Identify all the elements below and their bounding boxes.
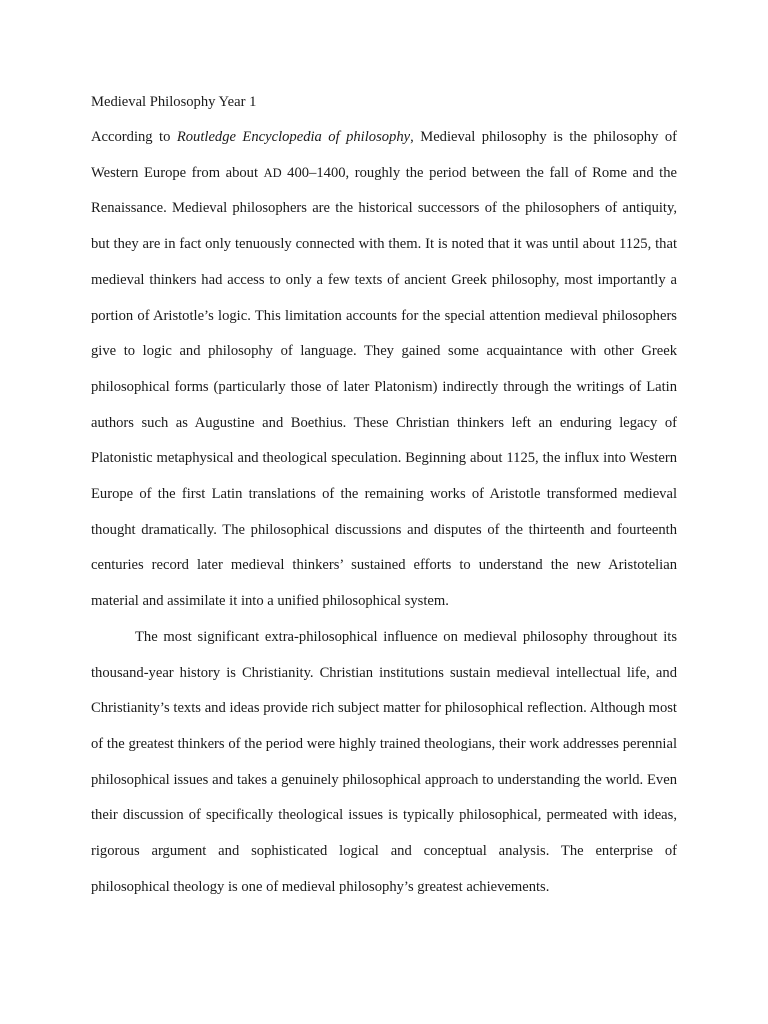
paragraph-1-prefix: According to [91, 129, 177, 145]
paragraph-2: The most significant extra-philosophical influence on medieval philosophy throughout its thousand-year history is Christianity. Christian institutions sustain medieval intellectual life, and Christianity’s texts and ideas provide rich subject matter for philosophical reflection. Although most of the greatest thinkers of the period were highly trained theologians, their work addresses perennial philosophical issues and takes a genuinely philosophical approach to understanding the world. Even their discussion of specifically theological issues is typically philosophical, permeated with ideas, rigorous argument and sophisticated logical and conceptual analysis. The enterprise of philosophical theology is one of medieval philosophy’s greatest achievements. [91, 628, 677, 895]
paragraph-1 [91, 120, 677, 620]
era-marker: AD [263, 165, 282, 180]
document-title: Medieval Philosophy Year 1 [91, 94, 257, 110]
document-body [91, 90, 677, 905]
paragraph-1-part-b: 400–1400, roughly the period between the fall of Rome and the Renaissance. Medieval philosophers are the historical successors of the philosophers of antiquity, but they are in fact only tenuously connected with them. It is noted that it was until about 1125, that medieval thinkers had access to only a few texts of ancient Greek philosophy, most importantly a portion of Aristotle’s logic. This limitation accounts for the special attention medieval philosophers give to logic and philosophy of language. They gained some acquaintance with other Greek philosophical forms (particularly those of later Platonism) indirectly through the writings of Latin authors such as Augustine and Boethius. These Christian thinkers left an enduring legacy of Platonistic metaphysical and theological speculation. Beginning about 1125, the influx into Western Europe of the first Latin translations of the remaining works of Aristotle transformed medieval thought dramatically. The philosophical discussions and disputes of the thirteenth and fourteenth centuries record later medieval thinkers’ sustained efforts to understand the new Aristotelian material and assimilate it into a unified philosophical system. [91, 164, 677, 610]
source-title: Routledge Encyclopedia of philosophy [176, 129, 411, 145]
paragraph-1-part-a: , Medieval philosophy is the philosophy of Western Europe from about [91, 129, 677, 181]
